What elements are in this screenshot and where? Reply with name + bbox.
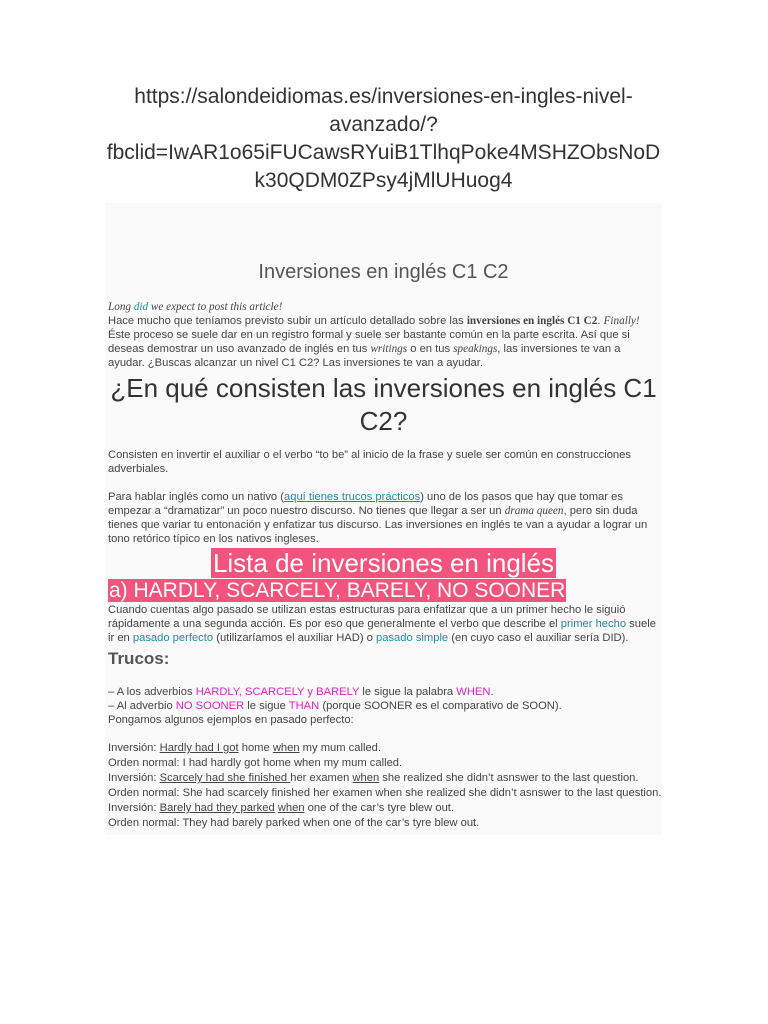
intro-text: Éste proceso se suele dar en un registro formal y suele ser bastante común en la parte escrita. Así que si deseas demostrar un uso avanzado de inglés en tus	[108, 329, 630, 355]
example-text: her examen	[290, 772, 353, 784]
spacer	[105, 727, 662, 741]
example-label: Inversión:	[108, 802, 160, 814]
list-heading	[105, 548, 662, 578]
drama-queen-term: drama queen	[504, 505, 564, 517]
para-text: Cuando cuentas algo pasado se utilizan estas estructuras para enfatizar que a un primer hecho le siguió rápidamente a una segunda acción. Es por eso que generalmente el verbo que describe el	[108, 604, 626, 630]
intro-text: we expect to post this article!	[148, 301, 283, 313]
trucos-link[interactable]: aquí tienes trucos prácticos	[284, 491, 421, 503]
spacer	[105, 476, 662, 490]
para-text: (en cuyo caso el auxiliar sería DID).	[448, 632, 629, 644]
writings-term: writings	[370, 343, 408, 355]
article-title: Inversiones en inglés C1 C2	[258, 261, 509, 283]
example-2-inversion	[108, 771, 662, 786]
example-underlined: Barely had they parked	[159, 802, 275, 814]
section-heading: ¿En qué consisten las inversiones en inglés C1 C2?	[110, 373, 657, 436]
no-sooner-highlight: NO SOONER	[175, 700, 245, 712]
truco-2	[108, 699, 662, 713]
example-underlined: when	[352, 772, 380, 784]
when-highlight: WHEN	[456, 686, 491, 698]
example-1-normal: Orden normal: I had hardly got home when my mum called.	[108, 757, 403, 769]
truco-text: (porque SOONER es el comparativo de SOON).	[319, 700, 562, 712]
did-link[interactable]: did	[133, 301, 149, 313]
example-3-inversion	[108, 801, 662, 816]
intro-text: Long	[108, 301, 134, 313]
intro-line-1	[108, 300, 662, 314]
example-3-normal: Orden normal: They had barely parked when one of the car’s tyre blew out.	[108, 817, 480, 829]
intro-line-2	[108, 314, 662, 328]
para-text: suele ir en	[108, 618, 656, 644]
document-page	[105, 83, 662, 835]
truco-text: .	[490, 686, 494, 698]
adverbs-highlight: HARDLY, SCARCELY y BARELY	[195, 686, 360, 698]
example-1-inversion	[108, 741, 662, 756]
example-underlined: when	[277, 802, 305, 814]
para-text: ) uno de los pasos que hay que tomar es empezar a “dramatizar” un poco nuestro discurso. No tienes que llegar a ser un	[108, 491, 623, 517]
article-body	[105, 203, 662, 835]
example-label: Inversión:	[108, 772, 160, 784]
example-underlined: Scarcely had she finished	[159, 772, 291, 784]
example-2-normal: Orden normal: She had scarcely finished her examen when she realized she didn’t asnswer to the last question.	[108, 787, 662, 799]
truco-text: – A los adverbios	[108, 686, 196, 698]
paragraph-3	[108, 603, 662, 645]
section-a-heading-text: a) HARDLY, SCARCELY, BARELY, NO SOONER	[109, 579, 566, 602]
source-url: https://salondeidiomas.es/inversiones-en-ingles-nivel-avanzado/?fbclid=IwAR1o65iFUCawsRYuiB1TlhqPoke4MSHZObsNoDk30QDM0ZPsy4jMlUHuog4	[106, 85, 661, 192]
example-underlined: when	[272, 742, 300, 754]
truco-3: Pongamos algunos ejemplos en pasado perfecto:	[108, 714, 354, 726]
example-text: home	[238, 742, 273, 754]
example-text: one of the car’s tyre blew out.	[304, 802, 455, 814]
para-text: , pero sin duda tienes que variar tu entonación y enfatizar tus discurso. Las inversiones en inglés te van a ayudar a lograr un tono retórico típico en los nativos ingleses.	[108, 505, 648, 545]
intro-text: , las inversiones te van a ayudar. ¿Buscas alcanzar un nivel C1 C2? Las inversiones te van a ayudar.	[108, 343, 621, 369]
para-text: (utilizaríamos el auxiliar HAD) o	[213, 632, 377, 644]
intro-line-3	[108, 328, 662, 370]
paragraph-2	[108, 490, 662, 546]
intro-text: o en tus	[407, 343, 454, 355]
truco-1	[108, 685, 662, 699]
truco-text: le sigue	[244, 700, 289, 712]
truco-text: – Al adverbio	[108, 700, 176, 712]
section-a-heading	[108, 579, 662, 603]
than-highlight: THAN	[288, 700, 320, 712]
speakings-term: speakings	[453, 343, 498, 355]
finally-text: Finally!	[603, 315, 640, 327]
example-underlined: Hardly had I got	[159, 742, 239, 754]
pasado-simple-link[interactable]: pasado simple	[376, 632, 449, 644]
primer-hecho-link[interactable]: primer hecho	[560, 618, 627, 630]
intro-text: Hace mucho que teníamos previsto subir un artículo detallado sobre las	[108, 315, 467, 327]
truco-text: le sigue la palabra	[359, 686, 457, 698]
list-heading-text: Lista de inversiones en inglés	[212, 548, 555, 578]
para-text: Para hablar inglés como un nativo (	[108, 491, 284, 503]
pasado-perfecto-link[interactable]: pasado perfecto	[132, 632, 214, 644]
paragraph-1: Consisten en invertir el auxiliar o el verbo “to be” al inicio de la frase y suele ser común en construcciones adverbiales.	[108, 449, 631, 475]
intro-text: .	[597, 315, 604, 327]
example-label: Inversión:	[108, 742, 160, 754]
trucos-heading: Trucos:	[108, 649, 170, 668]
example-text: she realized she didn’t asnswer to the last question.	[379, 772, 639, 784]
example-text: my mum called.	[299, 742, 381, 754]
bold-term: inversiones en inglés C1 C2	[466, 315, 598, 327]
